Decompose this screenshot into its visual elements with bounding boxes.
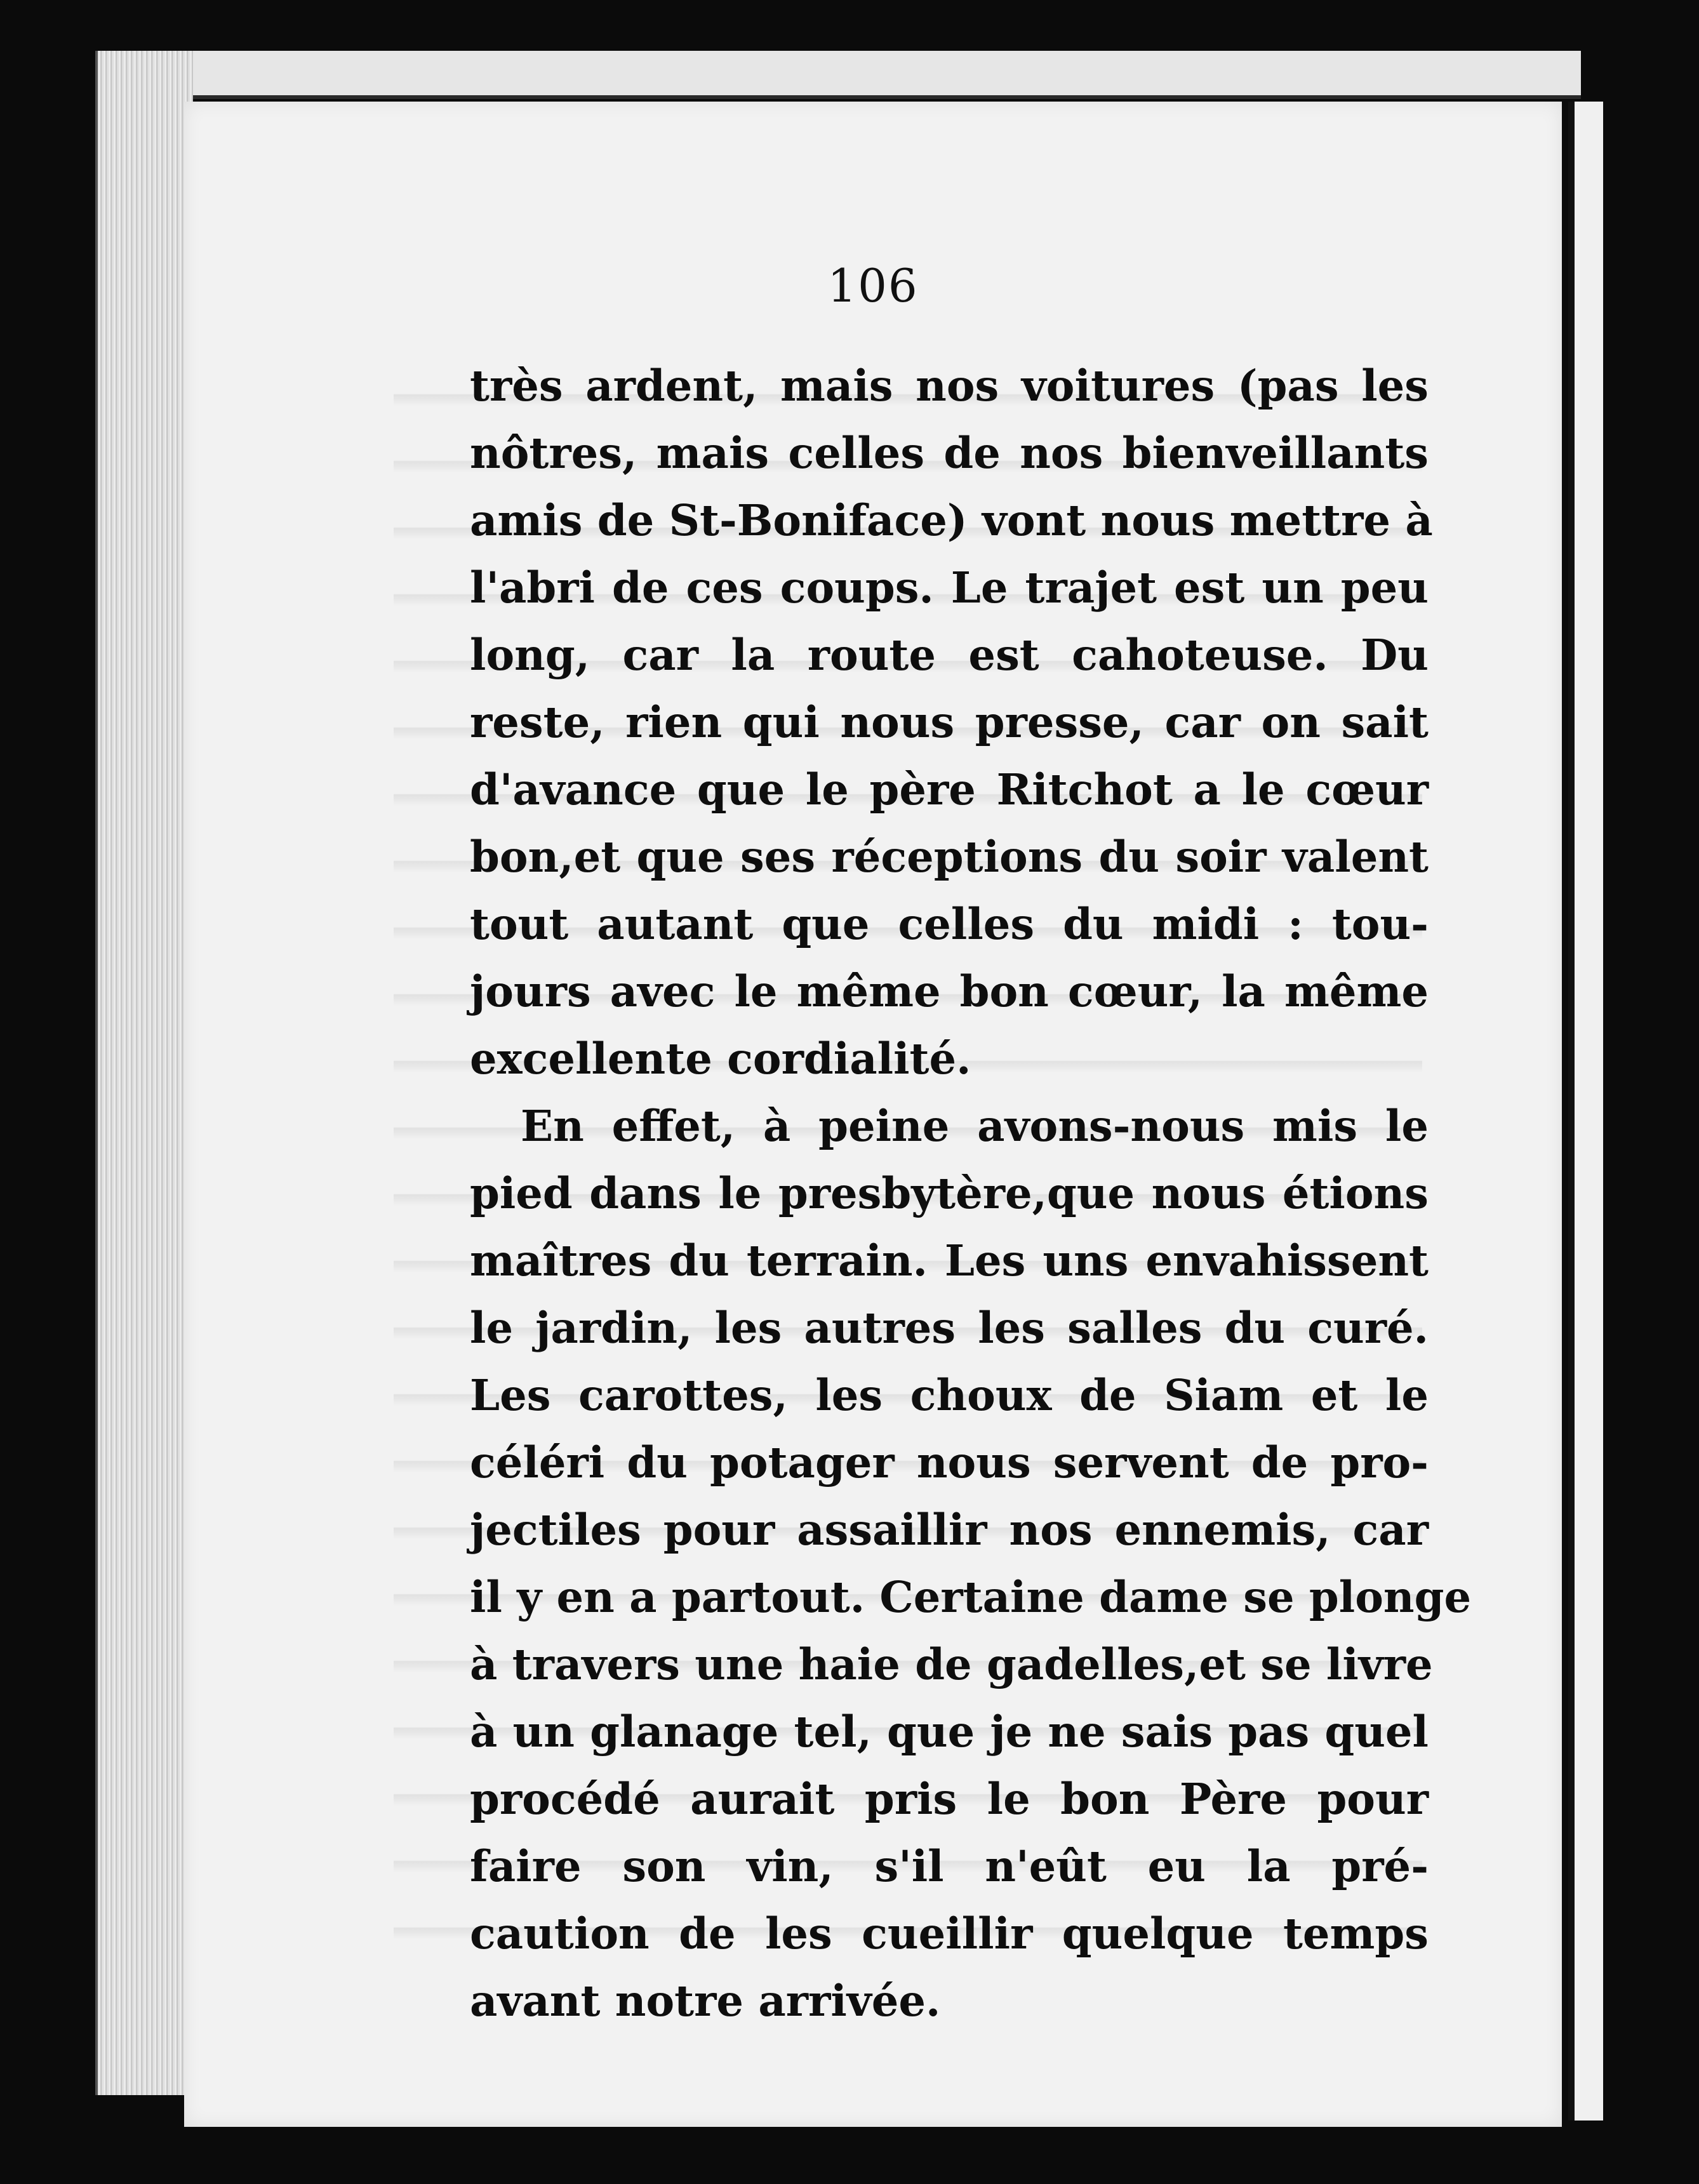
text-line: avant notre arrivée.	[470, 1976, 941, 2026]
text-line: maîtres du terrain. Les uns envahissent	[470, 1235, 1429, 1286]
page-number: 106	[827, 259, 919, 312]
scan-border-right	[1603, 76, 1699, 2184]
text-line: à un glanage tel, que je ne sais pas quel	[470, 1707, 1429, 1757]
text-line: caution de les cueillir quelque temps	[470, 1908, 1429, 1959]
body-text	[470, 352, 1472, 2035]
text-line: procédé aurait pris le bon Père pour	[470, 1774, 1429, 1824]
text-line: l'abri de ces coups. Le trajet est un peu	[470, 563, 1429, 613]
text-line: amis de St-Boniface) vont nous mettre à	[470, 495, 1433, 545]
text-line: excellente cordialité.	[470, 1034, 971, 1084]
text-line: Les carottes, les choux de Siam et le	[470, 1370, 1429, 1420]
book-top-edge	[102, 51, 1581, 99]
text-line: long, car la route est cahoteuse. Du	[470, 630, 1429, 680]
text-line: il y en a partout. Certaine dame se plonge	[470, 1572, 1472, 1622]
text-line: tout autant que celles du midi : tou-	[470, 899, 1429, 949]
text-line: pied dans le presbytère,que nous étions	[470, 1168, 1429, 1218]
text-line: le jardin, les autres les salles du curé.	[470, 1303, 1429, 1353]
book-page-edges	[95, 51, 193, 2095]
text-line: à travers une haie de gadelles,et se livre	[470, 1639, 1433, 1689]
text-line: faire son vin, s'il n'eût eu la pré-	[470, 1841, 1429, 1891]
text-line: reste, rien qui nous presse, car on sait	[470, 697, 1429, 747]
text-line: jectiles pour assaillir nos ennemis, car	[470, 1505, 1429, 1555]
text-line: nôtres, mais celles de nos bienveillants	[470, 428, 1429, 478]
text-line: céléri du potager nous servent de pro-	[470, 1437, 1429, 1488]
text-line: jours avec le même bon cœur, la même	[470, 966, 1429, 1016]
text-line: très ardent, mais nos voitures (pas les	[470, 361, 1429, 411]
text-line: bon,et que ses réceptions du soir valent	[470, 832, 1429, 882]
book-binding-edge	[1568, 102, 1603, 2121]
text-line: En effet, à peine avons-nous mis le	[521, 1101, 1429, 1151]
text-line: d'avance que le père Ritchot a le cœur	[470, 764, 1429, 815]
